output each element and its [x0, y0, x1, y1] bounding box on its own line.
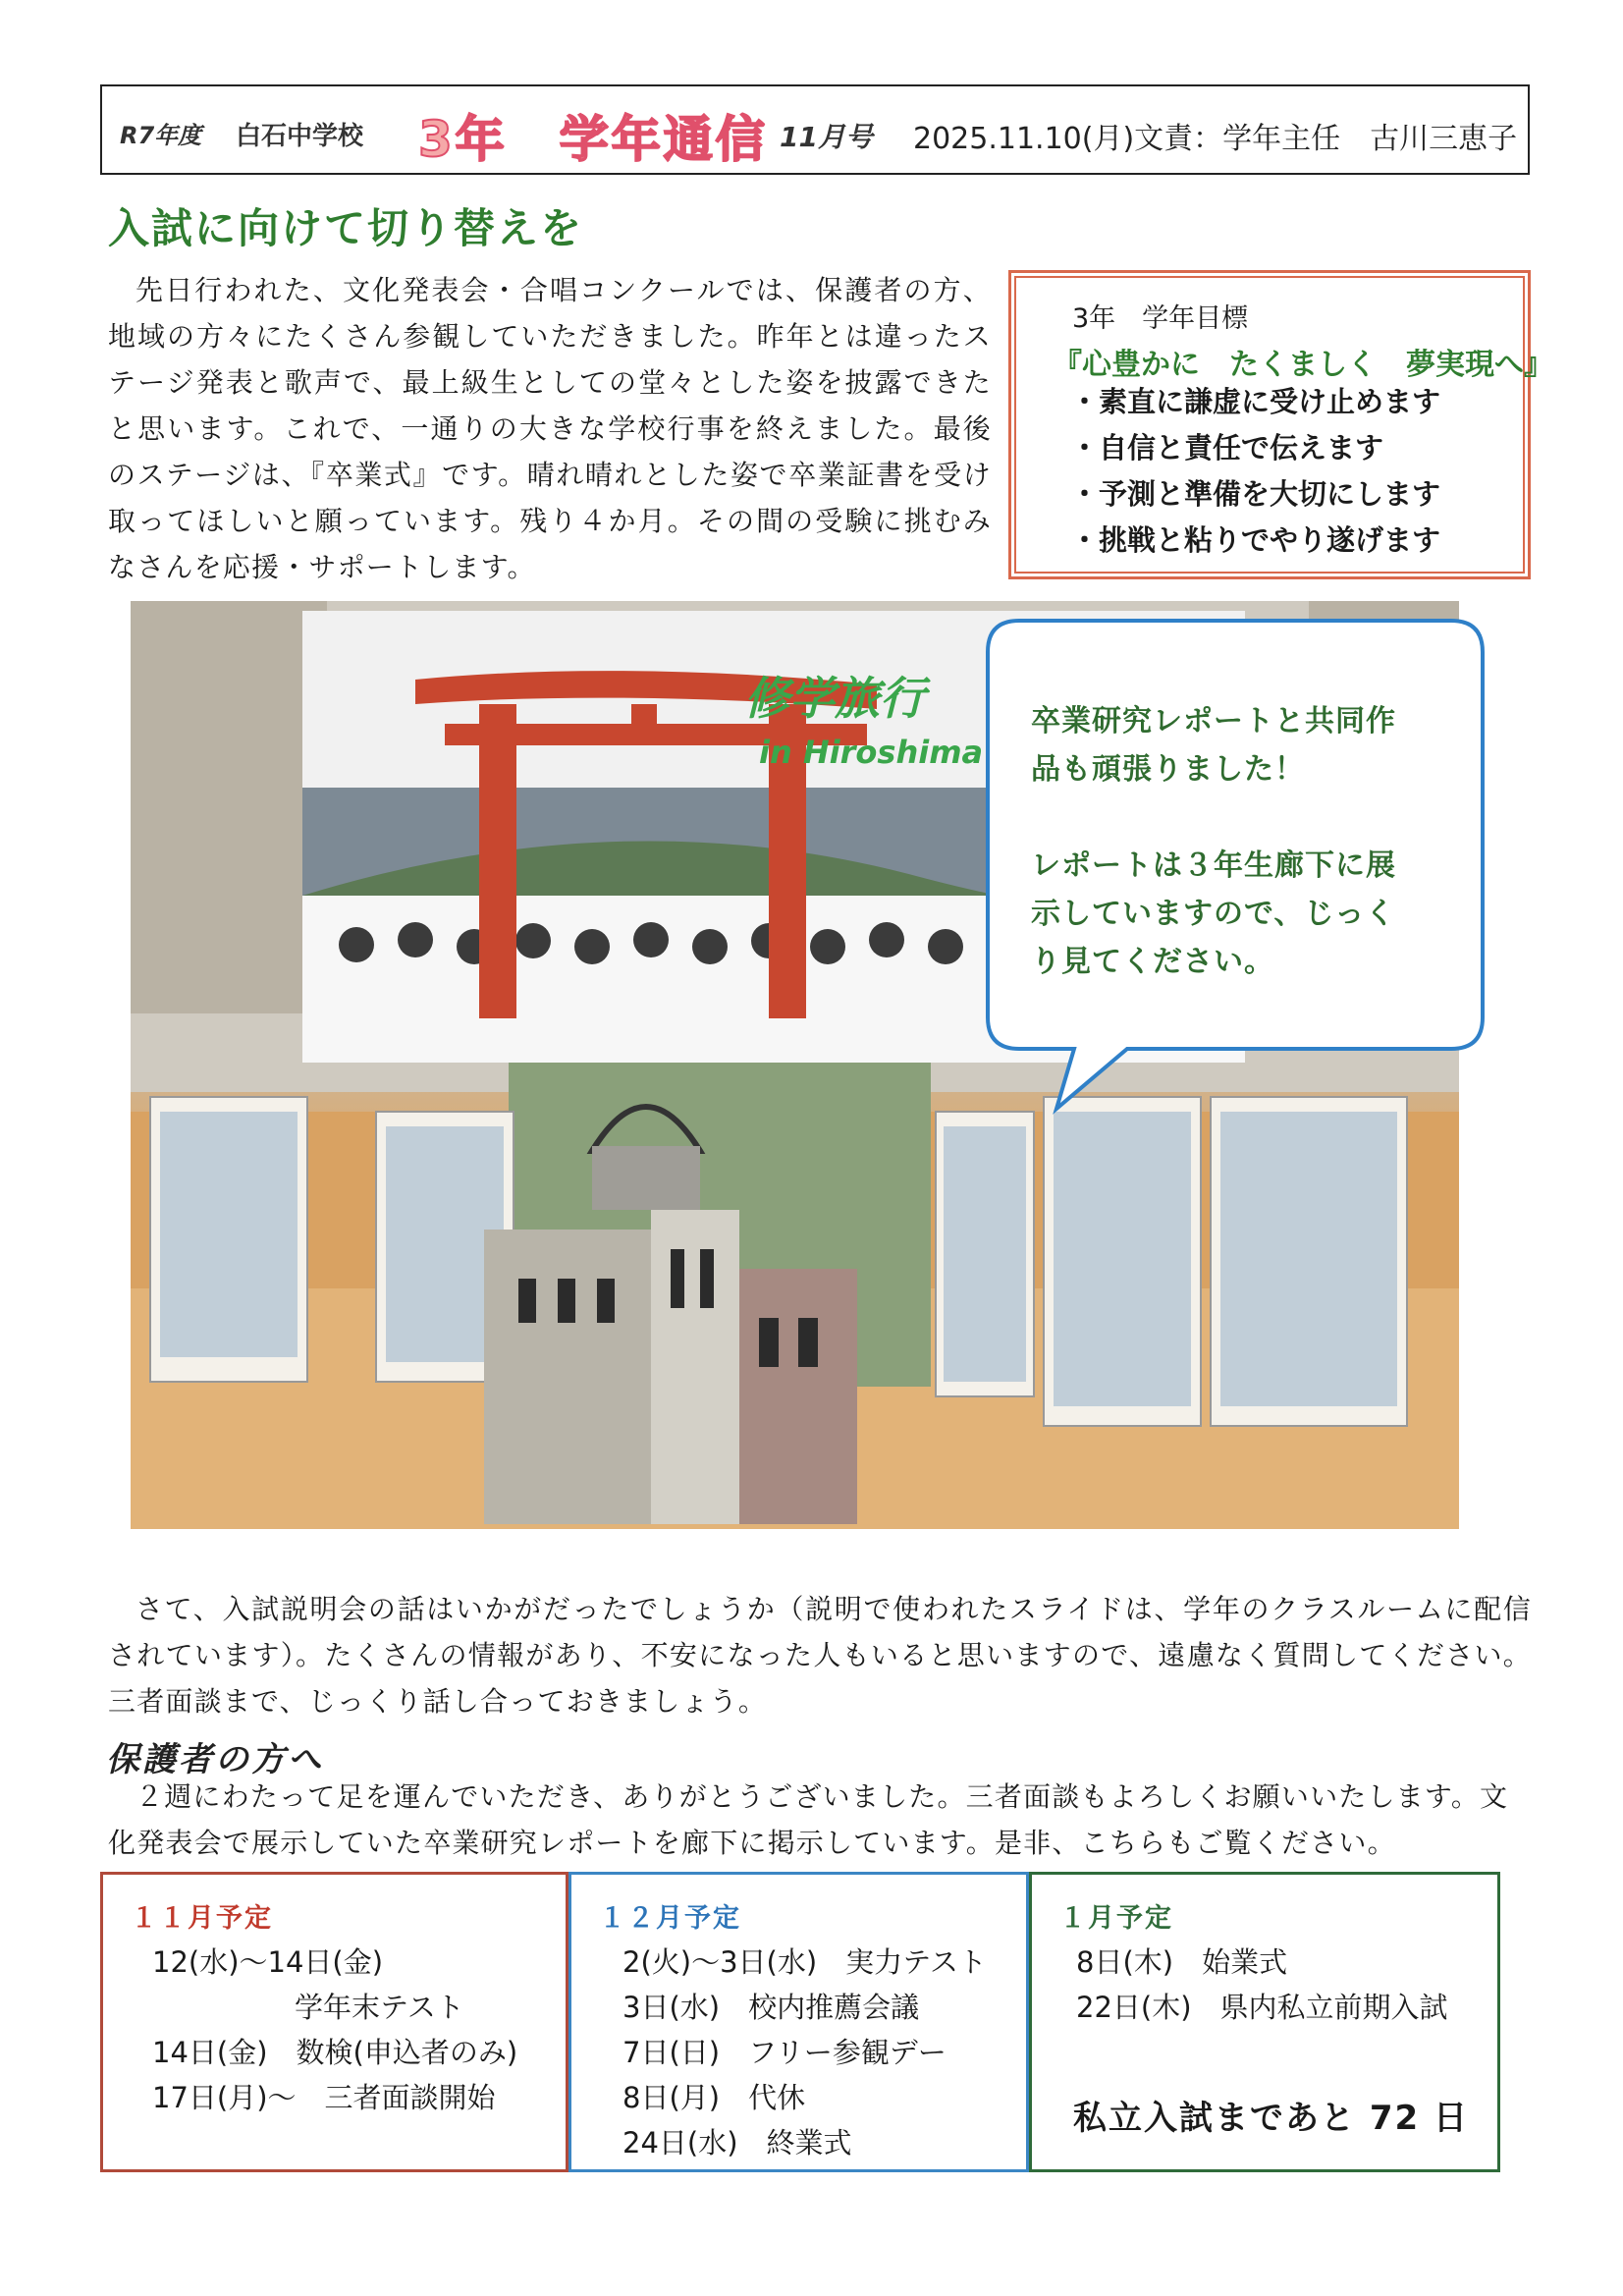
goal-item: ・挑戦と粘りでやり遂げます	[1070, 523, 1441, 557]
schedule-item: 3日(水) 校内推薦会議	[622, 1991, 920, 2024]
banner-title: 修学旅行	[744, 672, 925, 725]
issue-number: 11月号	[780, 121, 873, 153]
goals-motto: 『心豊かに たくましく 夢実現へ』	[1053, 348, 1553, 382]
parents-paragraph: ２週にわたって足を運んでいただき、ありがとうございました。三者面談もよろしくお願いいたします。文化発表会で展示していた卒業研究レポートを廊下に掲示しています。是非、こちらもご覧ください。	[108, 1780, 1509, 1859]
parents-heading: 保護者の方へ	[106, 1740, 324, 1779]
schedule-title: １２月予定	[599, 1903, 741, 1934]
schedule-list	[152, 1940, 517, 2120]
exam-countdown: 私立入試まであと 72 日	[1073, 2099, 1469, 2138]
schedule-item: 8日(木) 始業式	[1076, 1945, 1288, 1979]
schedule-item: 8日(月) 代休	[622, 2081, 806, 2114]
schedule-title: １月予定	[1059, 1903, 1173, 1934]
goal-item: ・予測と準備を大切にします	[1070, 477, 1441, 511]
date-author: 2025.11.10(月)文責：学年主任 古川三恵子	[913, 122, 1518, 156]
school-name: 白石中学校	[236, 122, 364, 151]
bubble-text	[1031, 697, 1424, 986]
newsletter-title: 3年 学年通信	[418, 111, 768, 168]
schedule-item: 12(水)～14日(金)	[152, 1945, 384, 1979]
schedule-item: 22日(木) 県内私立前期入試	[1076, 1991, 1448, 2024]
bubble-line-1: 卒業研究レポートと共同作品も頑張りました！	[1031, 704, 1396, 787]
bubble-line-2: レポートは３年生廊下に展示していますので、じっくり見てください。	[1031, 848, 1396, 979]
newsletter-header	[100, 84, 1530, 175]
schedule-item: 2(火)～3日(水) 実力テスト	[622, 1945, 987, 1979]
intro-paragraph: 先日行われた、文化発表会・合唱コンクールでは、保護者の方、地域の方々にたくさん参観していただきました。昨年とは違ったステージ発表と歌声で、最上級生としての堂々とした姿を披露できたと思います。これで、一通りの大きな学校行事を終えました。最後のステージは、『卒業式』です。晴れ晴れとした姿で卒業証書を受け取ってほしいと願っています。残り４か月。その間の受験に挑むみなさんを応援・サポートします。	[108, 274, 992, 583]
main-headline: 入試に向けて切り替えを	[108, 204, 584, 252]
schedule-january	[1029, 1872, 1500, 2172]
grade-goals-box	[1008, 270, 1553, 579]
goal-item: ・素直に謙虚に受け止めます	[1070, 385, 1441, 418]
schedule-item: 7日(日) フリー参観デー	[622, 2036, 947, 2069]
schedule-list	[1076, 1940, 1448, 2030]
schedule-december	[568, 1872, 1029, 2172]
schedule-item: 17日(月)～ 三者面談開始	[152, 2081, 496, 2114]
goals-list	[1070, 379, 1440, 564]
fiscal-year: R7年度	[120, 122, 202, 149]
goal-item: ・自信と責任で伝えます	[1070, 431, 1384, 465]
schedule-list	[622, 1940, 987, 2165]
exam-briefing-paragraph: さて、入試説明会の話はいかがだったでしょうか（説明で使われたスライドは、学年のクラスルームに配信されています）。たくさんの情報があり、不安になった人もいると思いますので、遠慮なく質問してください。三者面談まで、じっくり話し合っておきましょう。	[108, 1593, 1532, 1718]
schedule-item: 学年末テスト	[152, 1991, 464, 2024]
schedule-item: 24日(水) 終業式	[622, 2126, 852, 2159]
goals-heading: 3年 学年目標	[1072, 303, 1249, 334]
banner-subtitle: in Hiroshima	[759, 734, 984, 771]
schedule-title: １１月予定	[131, 1903, 273, 1934]
schedule-item: 14日(金) 数検(申込者のみ)	[152, 2036, 518, 2069]
schedule-november	[100, 1872, 568, 2172]
